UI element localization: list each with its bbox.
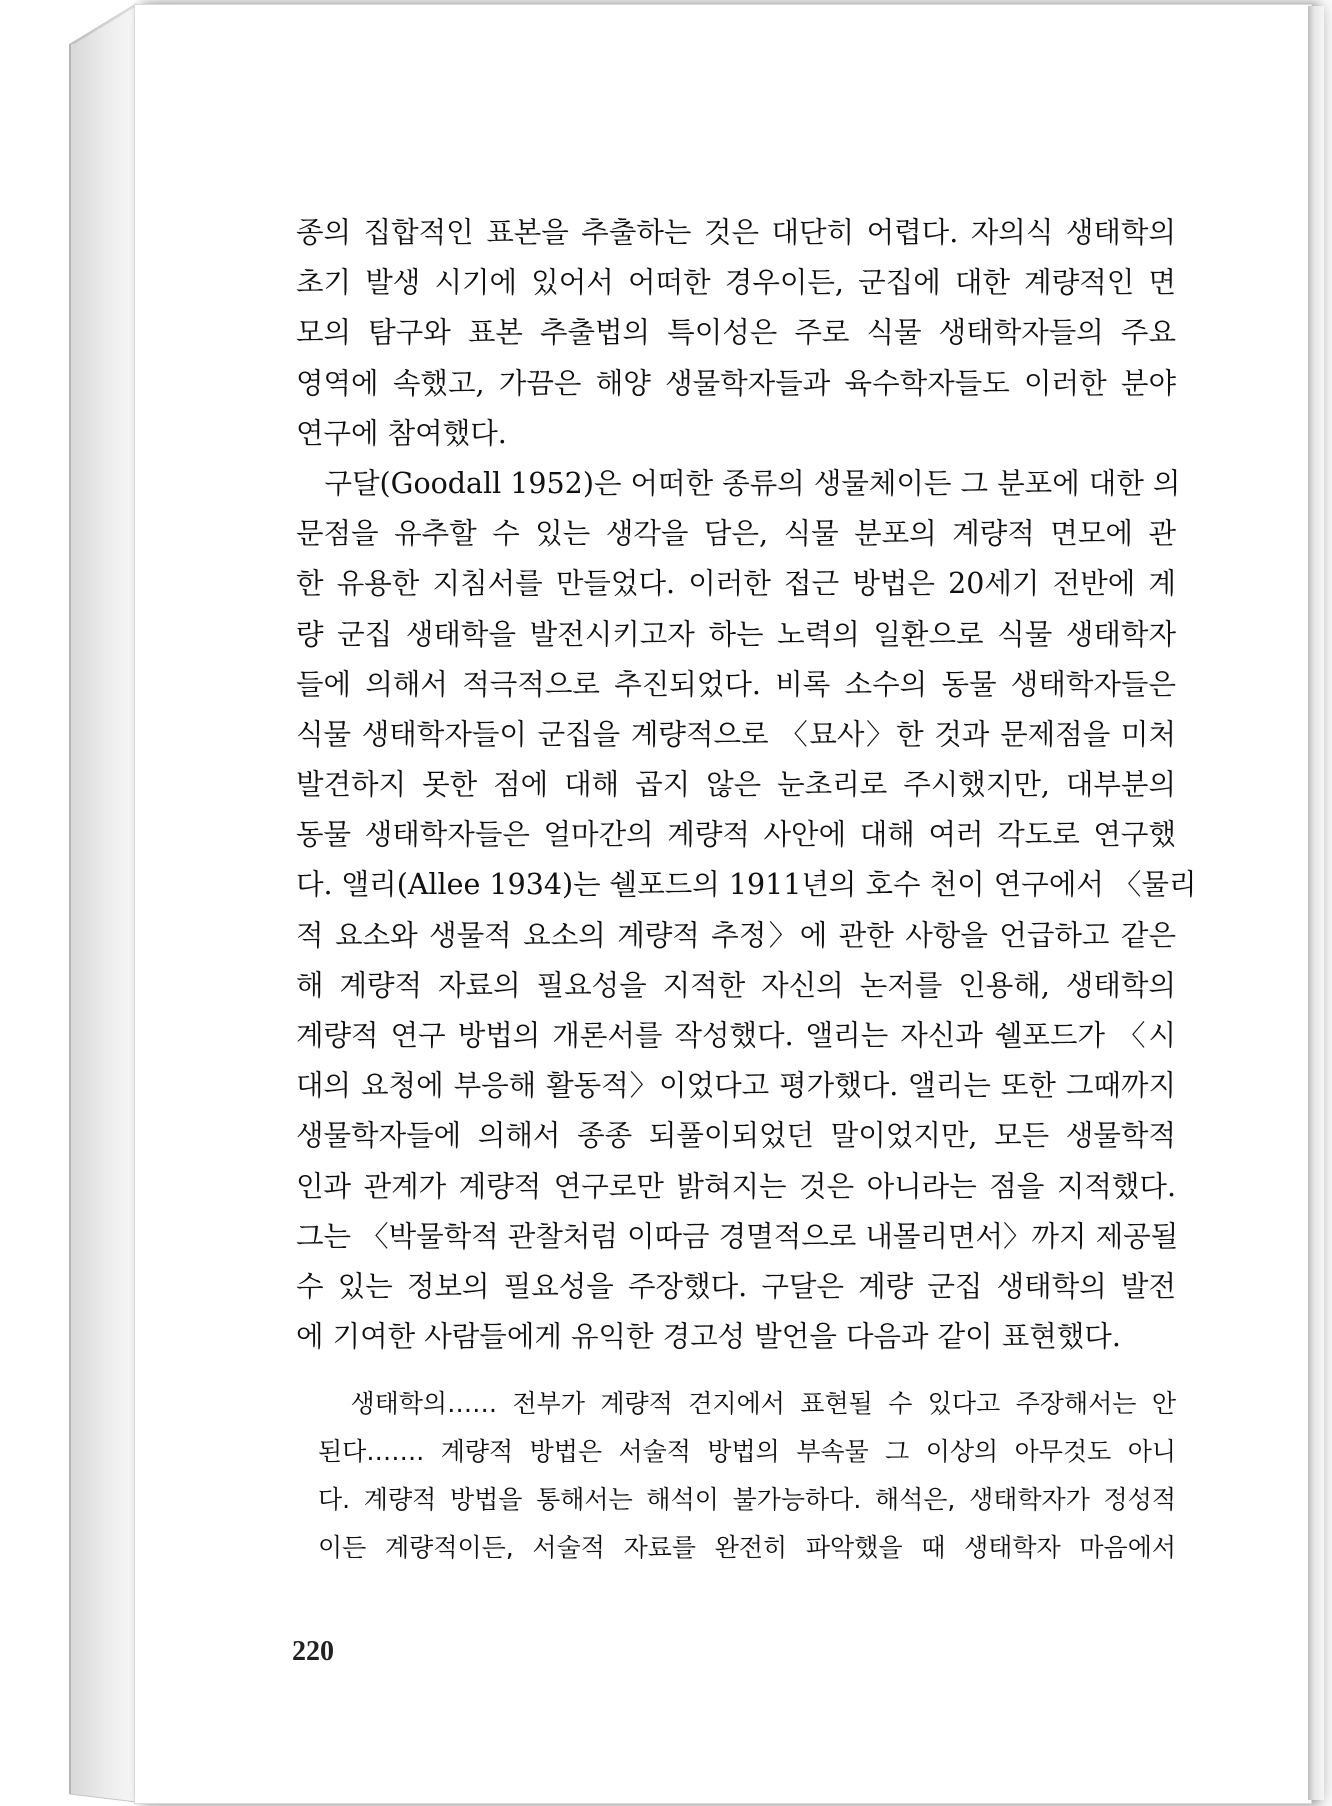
text-line: 인과 관계가 계량적 연구로만 밝혀지는 것은 아니라는 점을 지적했다. <box>296 1169 1176 1203</box>
quote-line: 생태학의…… 전부가 계량적 견지에서 표현될 수 있다고 주장해서는 안 <box>318 1389 1176 1418</box>
text-line: 량 군집 생태학을 발전시키고자 하는 노력의 일환으로 식물 생태학자 <box>296 617 1176 651</box>
main-text-block <box>296 208 1197 1362</box>
text-line: 연구에 참여했다. <box>296 416 507 450</box>
text-line: 구달(Goodall 1952)은 어떠한 종류의 생물체이든 그 분포에 대한 의 <box>296 466 1181 500</box>
book-spine <box>0 0 140 1806</box>
text-line: 적 요소와 생물적 요소의 계량적 추정〉에 관한 사항을 언급하고 같은 <box>296 918 1176 952</box>
text-line: 들에 의해서 적극적으로 추진되었다. 비록 소수의 동물 생태학자들은 <box>296 667 1176 701</box>
quote-line: 이든 계량적이든, 서술적 자료를 완전히 파악했을 때 생태학자 마음에서 <box>318 1533 1176 1562</box>
text-line: 한 유용한 지침서를 만들었다. 이러한 접근 방법은 20세기 전반에 계 <box>296 567 1176 601</box>
quote-line: 다. 계량적 방법을 통해서는 해석이 불가능하다. 해석은, 생태학자가 정성적 <box>318 1485 1176 1514</box>
text-line: 계량적 연구 방법의 개론서를 작성했다. 앨리는 자신과 쉘포드가 〈시 <box>296 1019 1176 1052</box>
text-line: 모의 탐구와 표본 추출법의 특이성은 주로 식물 생태학자들의 주요 <box>296 316 1176 350</box>
text-line: 다. 앨리(Allee 1934)는 쉘포드의 1911년의 호수 천이 연구에서 〈물리 <box>296 868 1197 902</box>
text-line: 생물학자들에 의해서 종종 되풀이되었던 말이었지만, 모든 생물학적 <box>296 1119 1176 1153</box>
page-edge-shadow <box>1308 6 1324 1800</box>
text-line: 수 있는 정보의 필요성을 주장했다. 구달은 계량 군집 생태학의 발전 <box>296 1269 1176 1303</box>
text-line: 영역에 속했고, 가끔은 해양 생물학자들과 육수학자들도 이러한 분야 <box>296 366 1176 400</box>
text-line: 대의 요청에 부응해 활동적〉이었다고 평가했다. 앨리는 또한 그때까지 <box>296 1069 1176 1103</box>
block-quote <box>318 1380 1176 1572</box>
text-line: 에 기여한 사람들에게 유익한 경고성 발언을 다음과 같이 표현했다. <box>296 1320 1121 1354</box>
text-line: 발견하지 못한 점에 대해 곱지 않은 눈초리로 주시했지만, 대부분의 <box>296 768 1176 802</box>
page-number: 220 <box>292 1636 334 1667</box>
text-line: 그는 〈박물학적 관찰처럼 이따금 경멸적으로 내몰리면서〉까지 제공될 <box>296 1219 1179 1253</box>
text-line: 초기 발생 시기에 있어서 어떠한 경우이든, 군집에 대한 계량적인 면 <box>296 266 1176 300</box>
text-line: 동물 생태학자들은 얼마간의 계량적 사안에 대해 여러 각도로 연구했 <box>296 818 1176 852</box>
text-line: 해 계량적 자료의 필요성을 지적한 자신의 논저를 인용해, 생태학의 <box>296 968 1176 1002</box>
text-line: 문점을 유추할 수 있는 생각을 담은, 식물 분포의 계량적 면모에 관 <box>296 517 1176 551</box>
text-line: 식물 생태학자들이 군집을 계량적으로 〈묘사〉한 것과 문제점을 미처 <box>296 717 1176 751</box>
text-line: 종의 집합적인 표본을 추출하는 것은 대단히 어렵다. 자의식 생태학의 <box>296 216 1176 249</box>
quote-line: 된다……. 계량적 방법은 서술적 방법의 부속물 그 이상의 아무것도 아니 <box>318 1437 1176 1466</box>
